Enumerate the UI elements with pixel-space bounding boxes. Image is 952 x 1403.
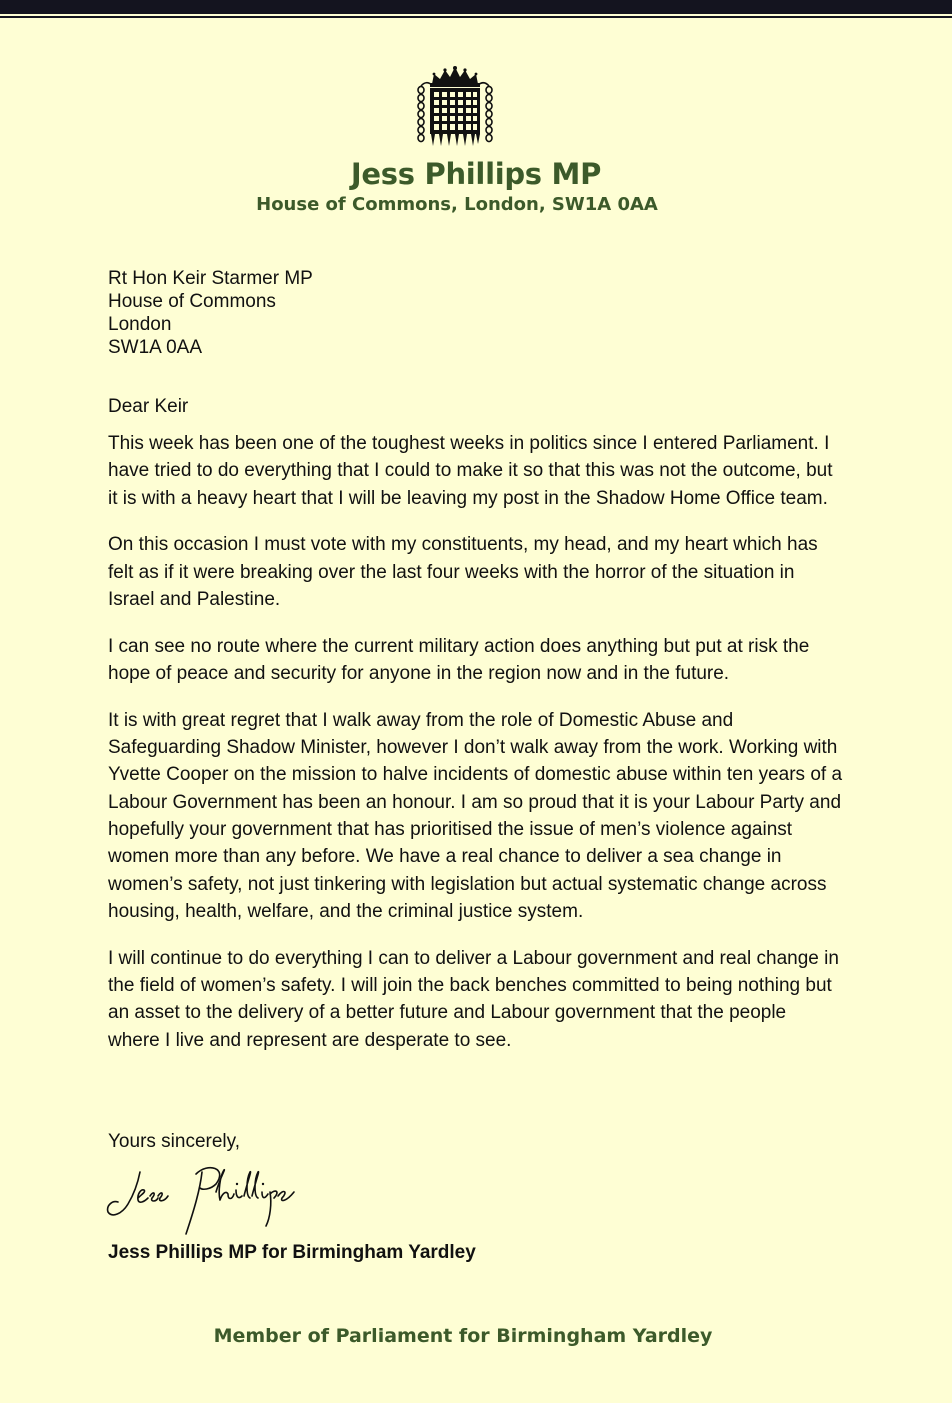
paragraph: It is with great regret that I walk away from the role of Domestic Abuse and Safeguarding Shadow Minister, however I don’t walk away from the work. Working with Yvette Cooper on the mission to halve incidents of domestic abuse within ten years of a Labour Government has been an honour. I am so proud that it is your Labour Party and hopefully your government that has prioritised the issue of men’s violence against women more than any before. We have a real chance to deliver a sea change in women’s safety, not just tinkering with legislation but actual systematic change across housing, health, welfare, and the criminal justice system.	[108, 709, 843, 922]
salutation: Dear Keir	[108, 396, 189, 417]
closing: Yours sincerely,	[108, 1131, 241, 1152]
letter-body	[108, 430, 843, 1073]
recipient-line: London	[108, 314, 172, 335]
paragraph: On this occasion I must vote with my constituents, my head, and my heart which has felt as if it were breaking over the last four weeks with the horror of the situation in Israel and Palestine.	[108, 534, 818, 610]
paragraph: I will continue to do everything I can to deliver a Labour government and real change in the field of women’s safety. I will join the back benches committed to being nothing but an asset to the delivery of a better future and Labour government that the people where I live and represent are desperate to see.	[108, 947, 839, 1051]
recipient-line: House of Commons	[108, 291, 276, 312]
top-border	[0, 0, 952, 14]
letterhead-address: House of Commons, London, SW1A 0AA	[256, 194, 658, 215]
handwritten-signature	[104, 1160, 304, 1238]
recipient-address	[108, 267, 313, 359]
letterhead-name: Jess Phillips MP	[350, 157, 602, 191]
paragraph: I can see no route where the current military action does anything but put at risk the hope of peace and security for anyone in the region now and in the future.	[108, 635, 810, 685]
recipient-line: SW1A 0AA	[108, 337, 202, 358]
signatory-name: Jess Phillips MP for Birmingham Yardley	[108, 1242, 476, 1263]
portcullis-icon	[412, 66, 498, 148]
footer-constituency: Member of Parliament for Birmingham Yardley	[213, 1325, 713, 1347]
recipient-line: Rt Hon Keir Starmer MP	[108, 268, 313, 289]
top-rule	[0, 16, 952, 18]
paragraph: This week has been one of the toughest weeks in politics since I entered Parliament. I have tried to do everything that I could to make it so that this was not the outcome, but it is with a heavy heart that I will be leaving my post in the Shadow Home Office team.	[108, 433, 833, 509]
